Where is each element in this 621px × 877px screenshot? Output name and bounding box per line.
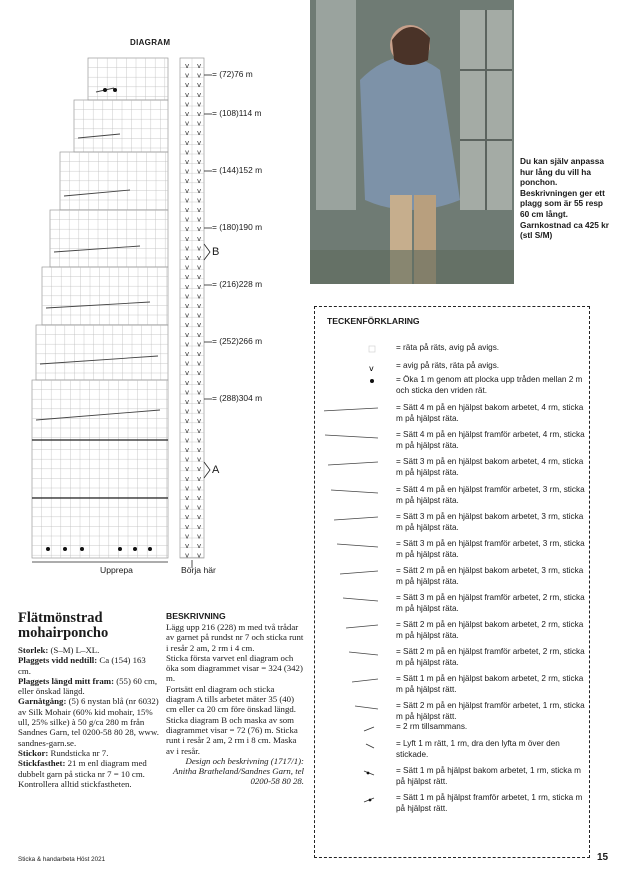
purl-mark: v — [185, 494, 190, 502]
purl-mark: v — [197, 542, 202, 550]
purl-mark: v — [185, 90, 190, 99]
legend-symbol-icon — [324, 795, 374, 805]
purl-mark: v — [185, 407, 190, 416]
svg-text:v: v — [369, 364, 374, 373]
purl-mark: v — [185, 177, 190, 186]
purl-mark: v — [197, 263, 202, 272]
purl-mark: v — [185, 273, 190, 282]
purl-mark: v — [197, 167, 202, 176]
chart-block — [74, 100, 168, 152]
purl-mark: v — [197, 455, 202, 464]
purl-mark: v — [197, 81, 202, 90]
legend-title: TECKENFÖRKLARING — [327, 316, 420, 326]
chart-block — [42, 267, 168, 325]
legend-text: = Sätt 2 m på en hjälpst framför arbetet, 1 rm, sticka m på hjälpst rätt. — [396, 701, 585, 721]
section-a-bracket — [204, 462, 210, 478]
purl-mark: v — [197, 177, 202, 186]
purl-mark: v — [197, 215, 202, 224]
purl-mark: v — [197, 532, 202, 541]
purl-mark: v — [185, 119, 190, 128]
design-credit: Design och beskrivning (1717/1): Anitha Bratheland/Sandnes Garn, tel 0200-58 80 28. — [173, 755, 304, 787]
legend-symbol-icon — [324, 405, 374, 415]
legend-symbol-icon — [324, 622, 374, 632]
spec-row: Storlek: (S–M) L–XL. — [18, 645, 100, 655]
purl-mark: v — [185, 148, 190, 157]
diagram-title: DIAGRAM — [130, 38, 171, 47]
purl-mark: v — [197, 225, 202, 234]
article-title-line2: mohairponcho — [18, 625, 109, 641]
purl-mark: v — [185, 321, 190, 330]
purl-mark: v — [197, 311, 202, 320]
legend-symbol-icon — [324, 741, 374, 751]
purl-mark: v — [185, 158, 190, 166]
purl-mark: v — [197, 369, 202, 378]
purl-mark: v — [197, 292, 202, 301]
purl-mark: v — [185, 186, 190, 195]
increase-dot — [133, 547, 137, 551]
purl-mark: v — [185, 62, 190, 70]
purl-mark: v — [197, 282, 202, 291]
purl-mark: v — [197, 465, 202, 474]
legend-text: = Sätt 1 m på hjälpst framför arbetet, 1 rm, sticka m på hjälpst rätt. — [396, 793, 583, 813]
legend-symbol-icon — [324, 595, 374, 605]
purl-mark: v — [197, 330, 202, 339]
chart-block — [36, 325, 168, 380]
purl-mark: v — [185, 215, 190, 224]
chart-block — [32, 380, 168, 440]
purl-mark: v — [185, 225, 190, 234]
legend-text: = Sätt 3 m på en hjälpst bakom arbetet, 3 rm, sticka m på hjälpst räta. — [396, 512, 584, 532]
purl-mark: v — [197, 378, 202, 387]
legend-text: = Sätt 2 m på en hjälpst bakom arbetet, 3 rm, sticka m på hjälpst räta. — [396, 566, 584, 586]
purl-mark: v — [197, 426, 202, 435]
width-label: = (108)114 m — [212, 108, 262, 118]
cable-mark — [40, 356, 158, 364]
instructions-paragraph: Lägg upp 216 (228) m med två trådar av garnet på rundst nr 7 och sticka runt i resår 2 am, 2 rm i 4 cm. — [166, 622, 304, 653]
spec-row: Garnåtgång: (5) 6 nystan blå (nr 6032) av Silk Mohair (60% kid mohair, 15% ull, 25% silke) à 50 g/ca 280 m från Sandnes Garn, tel 0200-58 80 28, www. sandnes-garn.se. — [18, 696, 159, 748]
purl-mark: v — [197, 494, 202, 502]
legend-symbol-icon — [324, 676, 374, 686]
spec-row: Plaggets vidd nedtill: Ca (154) 163 cm. — [18, 655, 146, 676]
purl-mark: v — [185, 340, 190, 349]
purl-mark: v — [185, 244, 190, 253]
purl-mark: v — [197, 138, 202, 147]
purl-mark: v — [185, 110, 190, 118]
width-label: = (72)76 m — [212, 69, 253, 79]
legend-text: = räta på räts, avig på avigs. — [396, 343, 500, 352]
purl-mark: v — [197, 302, 202, 310]
purl-mark: v — [185, 330, 190, 339]
footer-magazine: Sticka & handarbeta Höst 2021 — [18, 856, 106, 863]
repeat-label: Upprepa — [100, 565, 133, 575]
instructions — [166, 622, 304, 787]
legend-text: = Sätt 2 m på en hjälpst bakom arbetet, 2 rm, sticka m på hjälpst räta. — [396, 620, 584, 640]
legend-text: = Sätt 3 m på en hjälpst framför arbetet, 2 rm, sticka m på hjälpst räta. — [396, 593, 585, 613]
purl-mark: v — [185, 100, 190, 109]
purl-mark: v — [197, 484, 202, 493]
purl-mark: v — [197, 90, 202, 99]
specs — [18, 645, 160, 789]
legend-text: = avig på räts, räta på avigs. — [396, 361, 500, 370]
purl-mark: v — [197, 407, 202, 416]
increase-dot — [46, 547, 50, 551]
purl-mark: v — [197, 503, 202, 512]
increase-dot — [113, 88, 117, 92]
purl-mark: v — [197, 110, 202, 118]
legend-text: = Sätt 4 m på en hjälpst framför arbetet, 3 rm, sticka m på hjälpst räta. — [396, 485, 585, 505]
spec-row: Stickfasthet: 21 m enl diagram med dubbelt garn på sticka nr 7 = 10 cm. Kontrollera alltid stickfastheten. — [18, 758, 147, 789]
purl-mark: v — [185, 282, 190, 291]
purl-mark: v — [197, 196, 202, 205]
purl-mark: v — [197, 417, 202, 426]
purl-mark: v — [197, 522, 202, 531]
purl-mark: v — [185, 551, 190, 560]
legend-symbol-icon — [324, 541, 374, 551]
purl-mark: v — [185, 532, 190, 541]
legend-text: = Sätt 1 m på en hjälpst bakom arbetet, 2 rm, sticka m på hjälpst rätt. — [396, 674, 584, 694]
cable-mark — [46, 302, 150, 308]
legend-text: = Sätt 3 m på en hjälpst bakom arbetet, 4 rm, sticka m på hjälpst räta. — [396, 457, 584, 477]
legend-symbol-icon — [324, 487, 374, 497]
purl-mark: v — [197, 474, 202, 483]
increase-dot — [118, 547, 122, 551]
cable-mark — [54, 246, 140, 252]
purl-mark: v — [197, 158, 202, 166]
purl-mark: v — [185, 446, 190, 454]
purl-mark: v — [185, 542, 190, 550]
instructions-title: BESKRIVNING — [166, 611, 226, 621]
legend-symbol-icon — [324, 345, 374, 355]
purl-mark: v — [185, 292, 190, 301]
legend-symbol-icon — [324, 703, 374, 713]
legend-symbol-icon — [324, 363, 374, 373]
legend-text: = Sätt 1 m på hjälpst bakom arbetet, 1 rm, sticka m på hjälpst rätt. — [396, 766, 581, 786]
width-label: = (288)304 m — [212, 393, 263, 403]
purl-mark: v — [197, 359, 202, 368]
legend-symbol-icon — [324, 568, 374, 578]
purl-mark: v — [185, 369, 190, 378]
purl-mark: v — [197, 446, 202, 454]
chart-block — [88, 58, 168, 100]
purl-mark: v — [185, 138, 190, 147]
purl-mark: v — [197, 206, 202, 214]
purl-mark: v — [197, 254, 202, 262]
width-label: = (216)228 m — [212, 279, 263, 289]
purl-mark: v — [197, 436, 202, 445]
purl-mark: v — [185, 513, 190, 522]
purl-mark: v — [197, 398, 202, 406]
legend-symbol-icon — [324, 432, 374, 442]
start-here-label: Börja här — [181, 565, 216, 575]
legend-symbol-icon — [324, 649, 374, 659]
legend-symbol-icon — [324, 377, 374, 387]
section-a-label: A — [212, 464, 220, 476]
legend-symbol-icon — [324, 768, 374, 778]
legend-text: = Sätt 4 m på en hjälpst bakom arbetet, 4 rm, sticka m på hjälpst räta. — [396, 403, 584, 423]
instructions-paragraph: Sticka första varvet enl diagram och öka som diagrammet visar = 324 (342) m. — [166, 652, 303, 684]
purl-mark: v — [185, 522, 190, 531]
purl-mark: v — [185, 81, 190, 90]
purl-mark: v — [185, 503, 190, 512]
purl-mark: v — [185, 196, 190, 205]
legend-text: = Lyft 1 m rätt, 1 rm, dra den lyfta m över den stickade. — [396, 739, 560, 759]
photo-caption: Du kan själv anpassa hur lång du vill ha ponchon. Beskrivningen ger ett plagg som är 55 resp 60 cm långt. Garnkostnad ca 425 kr (stl S/M) — [520, 156, 610, 241]
purl-mark: v — [197, 273, 202, 282]
purl-mark: v — [185, 417, 190, 426]
purl-mark: v — [197, 100, 202, 109]
purl-mark: v — [185, 398, 190, 406]
cable-mark — [64, 190, 130, 196]
purl-mark: v — [185, 71, 190, 80]
purl-mark: v — [197, 350, 202, 358]
photo — [310, 0, 514, 284]
width-label: = (252)266 m — [212, 336, 263, 346]
purl-mark: v — [185, 311, 190, 320]
purl-mark: v — [185, 359, 190, 368]
legend-symbol-icon — [324, 514, 374, 524]
purl-mark: v — [197, 129, 202, 138]
width-label: = (180)190 m — [212, 222, 263, 232]
purl-mark: v — [185, 206, 190, 214]
instructions-paragraph: Sticka diagram B och maska av som diagrammet visar = 72 (76) m. Sticka runt i resår 2 am, 2 rm i 8 cm. Maska av i resår. — [166, 714, 298, 756]
legend-symbol-icon — [324, 459, 374, 469]
purl-mark: v — [197, 119, 202, 128]
purl-mark: v — [185, 426, 190, 435]
width-label: = (144)152 m — [212, 165, 263, 175]
section-b-label: B — [212, 246, 220, 258]
purl-mark: v — [197, 148, 202, 157]
chart-block — [32, 440, 168, 558]
legend-text: = Öka 1 m genom att plocka upp tråden mellan 2 m och sticka den vriden rät. — [396, 375, 583, 395]
legend-symbol-icon — [324, 724, 374, 734]
purl-mark: v — [185, 263, 190, 272]
purl-mark: v — [197, 321, 202, 330]
purl-mark: v — [185, 254, 190, 262]
purl-mark: v — [185, 484, 190, 493]
increase-dot — [103, 88, 107, 92]
cable-mark — [78, 134, 120, 138]
spec-row: Plaggets längd mitt fram: (55) 60 cm, eller önskad längd. — [18, 675, 158, 697]
purl-mark: v — [185, 378, 190, 387]
purl-mark: v — [197, 234, 202, 243]
page-number: 15 — [597, 852, 609, 863]
purl-mark: v — [185, 302, 190, 310]
purl-mark: v — [185, 465, 190, 474]
spec-row: Stickor: Rundsticka nr 7. — [18, 747, 109, 758]
purl-mark: v — [197, 388, 202, 397]
legend-text: = Sätt 2 m på en hjälpst framför arbetet, 2 rm, sticka m på hjälpst räta. — [396, 647, 585, 667]
purl-mark: v — [185, 129, 190, 138]
purl-mark: v — [197, 340, 202, 349]
purl-mark: v — [197, 244, 202, 253]
purl-mark: v — [197, 71, 202, 80]
increase-dot — [148, 547, 152, 551]
article-title-line1: Flätmönstrad — [18, 610, 103, 626]
article-title — [18, 611, 158, 641]
purl-mark: v — [185, 474, 190, 483]
instructions-paragraph: Fortsätt enl diagram och sticka diagram A tills arbetet mäter 35 (40) cm eller ca 20 cm före önskad längd. — [166, 683, 296, 715]
legend-text: = Sätt 4 m på en hjälpst framför arbetet, 4 rm, sticka m på hjälpst räta. — [396, 430, 585, 450]
legend-text: = 2 rm tillsammans. — [396, 722, 468, 731]
purl-mark: v — [185, 455, 190, 464]
purl-mark: v — [185, 167, 190, 176]
purl-mark: v — [185, 436, 190, 445]
purl-mark: v — [197, 513, 202, 522]
purl-mark: v — [197, 186, 202, 195]
increase-dot — [63, 547, 67, 551]
increase-dot — [80, 547, 84, 551]
knitting-chart — [0, 50, 310, 590]
purl-mark: v — [197, 62, 202, 70]
purl-mark: v — [185, 234, 190, 243]
chart-block — [50, 210, 168, 267]
purl-mark: v — [185, 350, 190, 358]
purl-mark: v — [197, 551, 202, 560]
legend-text: = Sätt 3 m på en hjälpst framför arbetet, 3 rm, sticka m på hjälpst räta. — [396, 539, 585, 559]
section-b-bracket — [204, 244, 210, 260]
purl-mark: v — [185, 388, 190, 397]
